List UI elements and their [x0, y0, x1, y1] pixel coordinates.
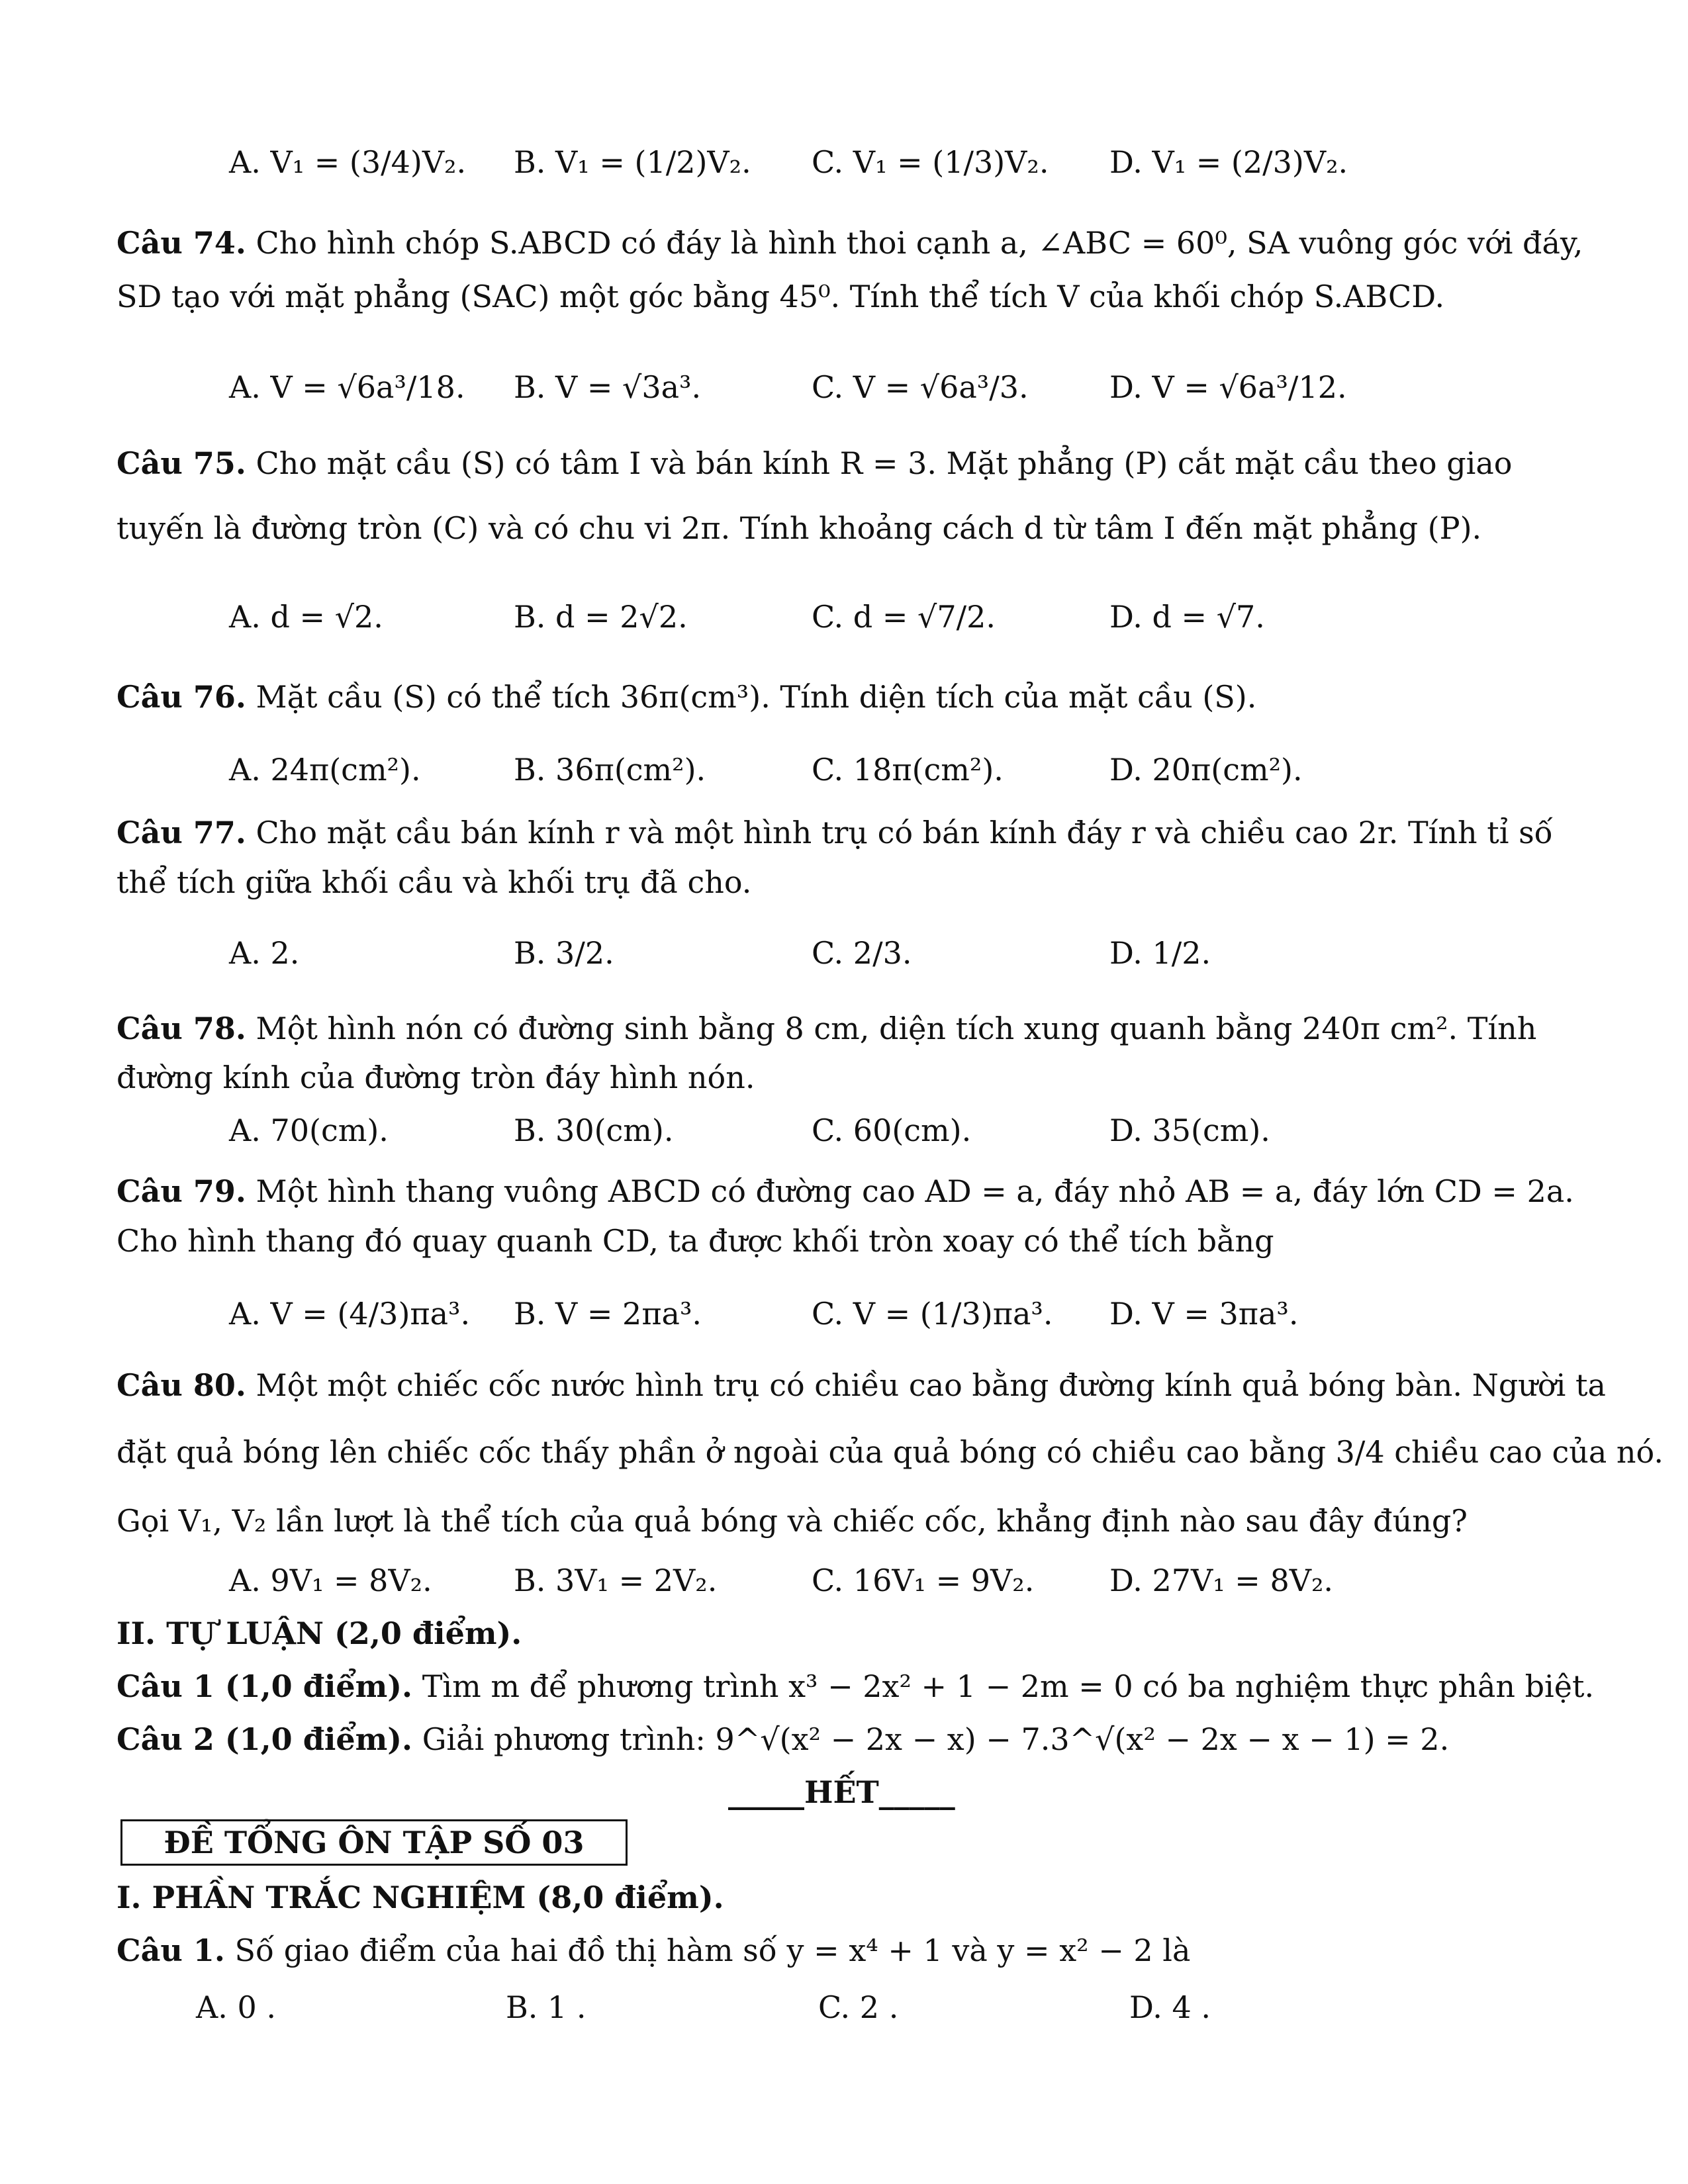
option-d[interactable]: D. 1/2. — [1109, 935, 1211, 971]
q77-label: Câu 77. — [117, 815, 246, 850]
q75-label: Câu 75. — [117, 445, 246, 481]
q76-label: Câu 76. — [117, 679, 246, 715]
option-c[interactable]: C. 2 . — [818, 1989, 899, 2025]
q79-line1 — [117, 1171, 1574, 1211]
q74-line1 — [117, 223, 1583, 263]
q75-line2: tuyến là đường tròn (C) và có chu vi 2π. Tính khoảng cách d từ tâm I đến mặt phẳng (P). — [117, 510, 1482, 546]
q75-text-1: Cho mặt cầu (S) có tâm I và bán kính R = 3. Mặt phẳng (P) cắt mặt cầu theo giao — [256, 445, 1513, 481]
q76-text-1: Mặt cầu (S) có thể tích 36π(cm³). Tính diện tích của mặt cầu (S). — [256, 679, 1257, 715]
option-c[interactable]: C. 60(cm). — [812, 1113, 972, 1148]
option-d[interactable]: D. 4 . — [1129, 1989, 1211, 2025]
q73-options — [117, 142, 1573, 182]
q1-options — [83, 1987, 1540, 2027]
q78-line2: đường kính của đường tròn đáy hình nón. — [117, 1060, 755, 1095]
q80-label: Câu 80. — [117, 1367, 246, 1403]
q74-text-1: Cho hình chóp S.ABCD có đáy là hình thoi cạnh a, ∠ABC = 60⁰, SA vuông góc với đáy, — [256, 225, 1583, 261]
tl2-text: Giải phương trình: 9^√(x² − 2x − x) − 7.3^√(x² − 2x − x − 1) = 2. — [422, 1721, 1450, 1757]
q80-text-1: Một một chiếc cốc nước hình trụ có chiều cao bằng đường kính quả bóng bàn. Người ta — [256, 1367, 1606, 1403]
option-b[interactable]: B. 1 . — [506, 1989, 586, 2025]
q80-line1 — [117, 1365, 1606, 1405]
option-b[interactable]: B. 3V₁ = 2V₂. — [514, 1563, 718, 1598]
q74-options — [117, 367, 1573, 407]
q78-options — [117, 1111, 1573, 1150]
option-c[interactable]: C. V₁ = (1/3)V₂. — [812, 144, 1049, 180]
section1-title: I. PHẦN TRẮC NGHIỆM (8,0 điểm). — [117, 1880, 724, 1915]
option-d[interactable]: D. 35(cm). — [1109, 1113, 1270, 1148]
option-d[interactable]: D. V = √6a³/12. — [1109, 369, 1347, 405]
option-c[interactable]: C. 2/3. — [812, 935, 912, 971]
option-c[interactable]: C. 18π(cm²). — [812, 752, 1004, 788]
option-b[interactable]: B. 30(cm). — [514, 1113, 674, 1148]
tl1-label: Câu 1 (1,0 điểm). — [117, 1668, 413, 1704]
q77-text-1: Cho mặt cầu bán kính r và một hình trụ có bán kính đáy r và chiều cao 2r. Tính tỉ số — [256, 815, 1553, 850]
option-b[interactable]: B. V₁ = (1/2)V₂. — [514, 144, 751, 180]
tl2-label: Câu 2 (1,0 điểm). — [117, 1721, 413, 1757]
option-d[interactable]: D. 20π(cm²). — [1109, 752, 1303, 788]
option-c[interactable]: C. 16V₁ = 9V₂. — [812, 1563, 1035, 1598]
option-d[interactable]: D. V₁ = (2/3)V₂. — [1109, 144, 1348, 180]
option-c[interactable]: C. V = (1/3)πa³. — [812, 1296, 1053, 1332]
option-a[interactable]: A. V₁ = (3/4)V₂. — [229, 144, 467, 180]
option-b[interactable]: B. 36π(cm²). — [514, 752, 706, 788]
option-a[interactable]: A. 2. — [229, 935, 300, 971]
q77-line1 — [117, 813, 1566, 852]
end-mark: _____HẾT_____ — [728, 1774, 955, 1810]
option-a[interactable]: A. V = (4/3)πa³. — [229, 1296, 471, 1332]
q1-text-1: Số giao điểm của hai đồ thị hàm số y = x⁴ + 1 và y = x² − 2 là — [234, 1933, 1191, 1968]
q1-label: Câu 1. — [117, 1933, 225, 1968]
option-c[interactable]: C. d = √7/2. — [812, 599, 996, 635]
option-d[interactable]: D. 27V₁ = 8V₂. — [1109, 1563, 1334, 1598]
option-c[interactable]: C. V = √6a³/3. — [812, 369, 1029, 405]
q79-options — [117, 1294, 1573, 1334]
q1-line1 — [117, 1931, 1566, 1970]
option-a[interactable]: A. 70(cm). — [229, 1113, 389, 1148]
q77-options — [117, 933, 1573, 973]
q80-line3: Gọi V₁, V₂ lần lượt là thể tích của quả bóng và chiếc cốc, khẳng định nào sau đây đúng? — [117, 1503, 1468, 1539]
tl1-text: Tìm m để phương trình x³ − 2x² + 1 − 2m = 0 có ba nghiệm thực phân biệt. — [422, 1668, 1595, 1704]
option-b[interactable]: B. V = 2πa³. — [514, 1296, 702, 1332]
option-d[interactable]: D. d = √7. — [1109, 599, 1265, 635]
q79-label: Câu 79. — [117, 1173, 246, 1209]
q79-text-1: Một hình thang vuông ABCD có đường cao AD = a, đáy nhỏ AB = a, đáy lớn CD = 2a. — [256, 1173, 1574, 1209]
q78-line1 — [117, 1009, 1566, 1048]
option-b[interactable]: B. V = √3a³. — [514, 369, 702, 405]
option-b[interactable]: B. 3/2. — [514, 935, 614, 971]
option-a[interactable]: A. d = √2. — [229, 599, 383, 635]
q78-label: Câu 78. — [117, 1011, 246, 1046]
option-b[interactable]: B. d = 2√2. — [514, 599, 688, 635]
option-a[interactable]: A. 0 . — [196, 1989, 276, 2025]
q75-line1 — [117, 443, 1566, 483]
q80-options — [117, 1561, 1573, 1600]
section2-title: II. TỰ LUẬN (2,0 điểm). — [117, 1615, 522, 1651]
q76-line1 — [117, 677, 1566, 717]
q74-label: Câu 74. — [117, 225, 246, 261]
option-d[interactable]: D. V = 3πa³. — [1109, 1296, 1299, 1332]
option-a[interactable]: A. 9V₁ = 8V₂. — [229, 1563, 432, 1598]
option-a[interactable]: A. 24π(cm²). — [229, 752, 421, 788]
tl1-line — [117, 1666, 1595, 1706]
q75-options — [117, 597, 1573, 637]
q76-options — [117, 750, 1573, 790]
q74-line2: SD tạo với mặt phẳng (SAC) một góc bằng 45⁰. Tính thể tích V của khối chóp S.ABCD. — [117, 279, 1445, 314]
tl2-line — [117, 1719, 1566, 1759]
q78-text-1: Một hình nón có đường sinh bằng 8 cm, diện tích xung quanh bằng 240π cm². Tính — [256, 1011, 1537, 1046]
q77-line2: thể tích giữa khối cầu và khối trụ đã cho. — [117, 864, 752, 900]
exam-title-box: ĐỀ TỔNG ÔN TẬP SỐ 03 — [120, 1819, 628, 1866]
option-a[interactable]: A. V = √6a³/18. — [229, 369, 465, 405]
q80-line2: đặt quả bóng lên chiếc cốc thấy phần ở ngoài của quả bóng có chiều cao bằng 3/4 chiều cao của nó. — [117, 1434, 1664, 1470]
q79-line2: Cho hình thang đó quay quanh CD, ta được khối tròn xoay có thể tích bằng — [117, 1223, 1274, 1259]
